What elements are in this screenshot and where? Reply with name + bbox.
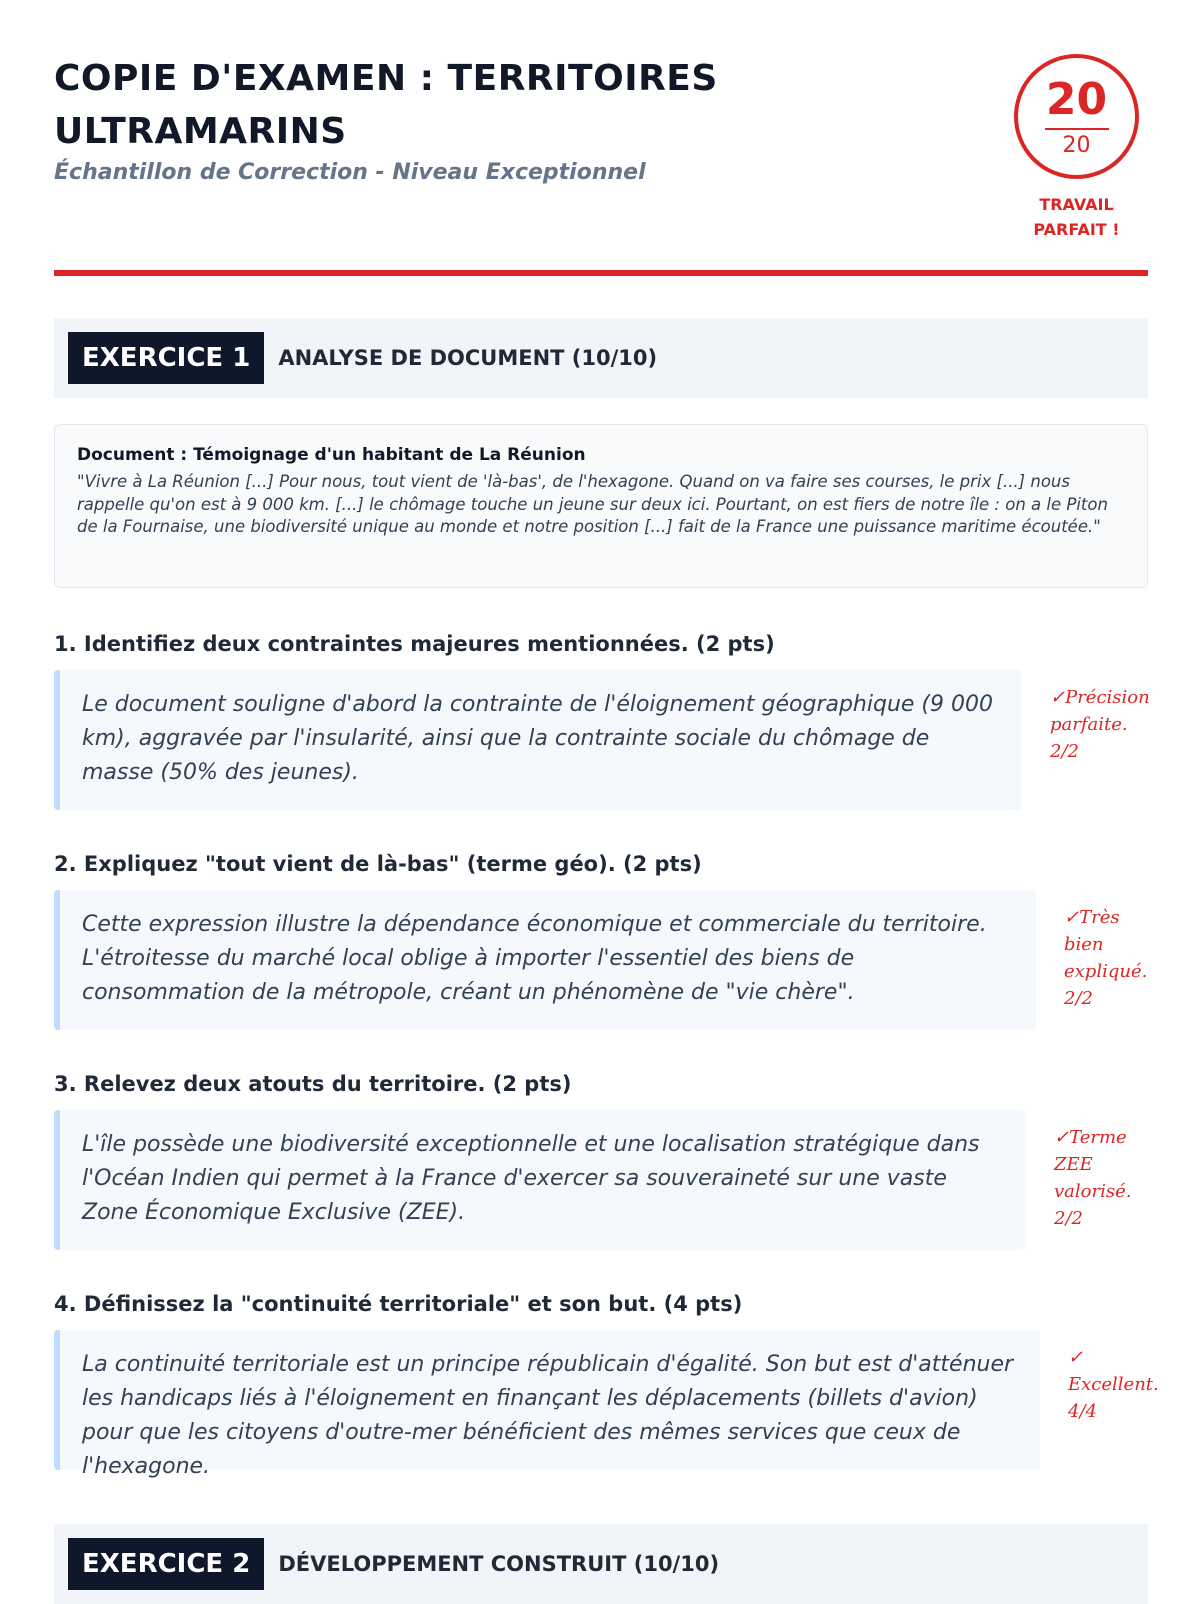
exercise-2-tag: EXERCICE 2 bbox=[68, 1538, 264, 1590]
score-label: TRAVAIL PARFAIT ! bbox=[1033, 195, 1120, 239]
question-4-note: ✓ Excellent. 4/4 bbox=[1068, 1347, 1159, 1422]
question-4-title: 4. Définissez la "continuité territoriale" et son but. (4 pts) bbox=[54, 1292, 743, 1316]
document-quote: "Vivre à La Réunion [...] Pour nous, tout vient de 'là-bas', de l'hexagone. Quand on va faire ses courses, le prix [...] nous rappelle qu'on est à 9 000 km. [...] le chômage touche un jeune sur deux ici. Pourtant, on est fiers de notre île : on a le Piton de la Fournaise, une biodiversité unique au monde et notre position [...] fait de la France une puissance maritime écoutée." bbox=[77, 472, 1108, 536]
question-2-note: ✓Très bien expliqué. 2/2 bbox=[1064, 907, 1148, 1009]
header-divider bbox=[54, 270, 1148, 276]
exam-header bbox=[54, 0, 1148, 276]
document-box bbox=[54, 424, 1148, 588]
exercise-2-header bbox=[54, 1524, 1148, 1604]
question-4-answer: La continuité territoriale est un principe républicain d'égalité. Son but est d'atténuer les handicaps liés à l'éloignement en finançant les déplacements (billets d'avion) pour que les citoyens d'outre-mer bénéficient des mêmes services que ceux de l'hexagone. bbox=[54, 1330, 1040, 1470]
exercise-1-title: ANALYSE DE DOCUMENT (10/10) bbox=[278, 346, 658, 370]
page-subtitle: Échantillon de Correction - Niveau Exceptionnel bbox=[54, 160, 646, 185]
exercise-1-tag: EXERCICE 1 bbox=[68, 332, 264, 384]
question-3-title: 3. Relevez deux atouts du territoire. (2 pts) bbox=[54, 1072, 572, 1096]
exercise-2-title: DÉVELOPPEMENT CONSTRUIT (10/10) bbox=[278, 1552, 720, 1576]
exercise-1-header bbox=[54, 318, 1148, 398]
score-divider bbox=[1045, 128, 1109, 130]
question-2-title: 2. Expliquez "tout vient de là-bas" (terme géo). (2 pts) bbox=[54, 852, 702, 876]
question-2-answer: Cette expression illustre la dépendance économique et commerciale du territoire. L'étroitesse du marché local oblige à importer l'essentiel des biens de consommation de la métropole, créant un phénomène de "vie chère". bbox=[54, 890, 1036, 1030]
question-1-title: 1. Identifiez deux contraintes majeures mentionnées. (2 pts) bbox=[54, 632, 775, 656]
score-circle bbox=[1014, 54, 1139, 179]
question-3-answer: L'île possède une biodiversité exceptionnelle et une localisation stratégique dans l'Océan Indien qui permet à la France d'exercer sa souveraineté sur une vaste Zone Économique Exclusive (ZEE). bbox=[54, 1110, 1026, 1250]
page-title: COPIE D'EXAMEN : TERRITOIRES ULTRAMARINS bbox=[54, 58, 718, 152]
question-1-note: ✓Précision parfaite. 2/2 bbox=[1050, 687, 1150, 762]
question-3-note: ✓Terme ZEE valorisé. 2/2 bbox=[1054, 1127, 1132, 1229]
score-value: 20 bbox=[1045, 74, 1108, 125]
question-1-answer: Le document souligne d'abord la contrainte de l'éloignement géographique (9 000 km), aggravée par l'insularité, ainsi que la contrainte sociale du chômage de masse (50% des jeunes). bbox=[54, 670, 1022, 810]
score-total: 20 bbox=[1062, 133, 1091, 158]
document-title: Document : Témoignage d'un habitant de La Réunion bbox=[77, 445, 586, 465]
exam-page bbox=[54, 0, 1159, 1579]
